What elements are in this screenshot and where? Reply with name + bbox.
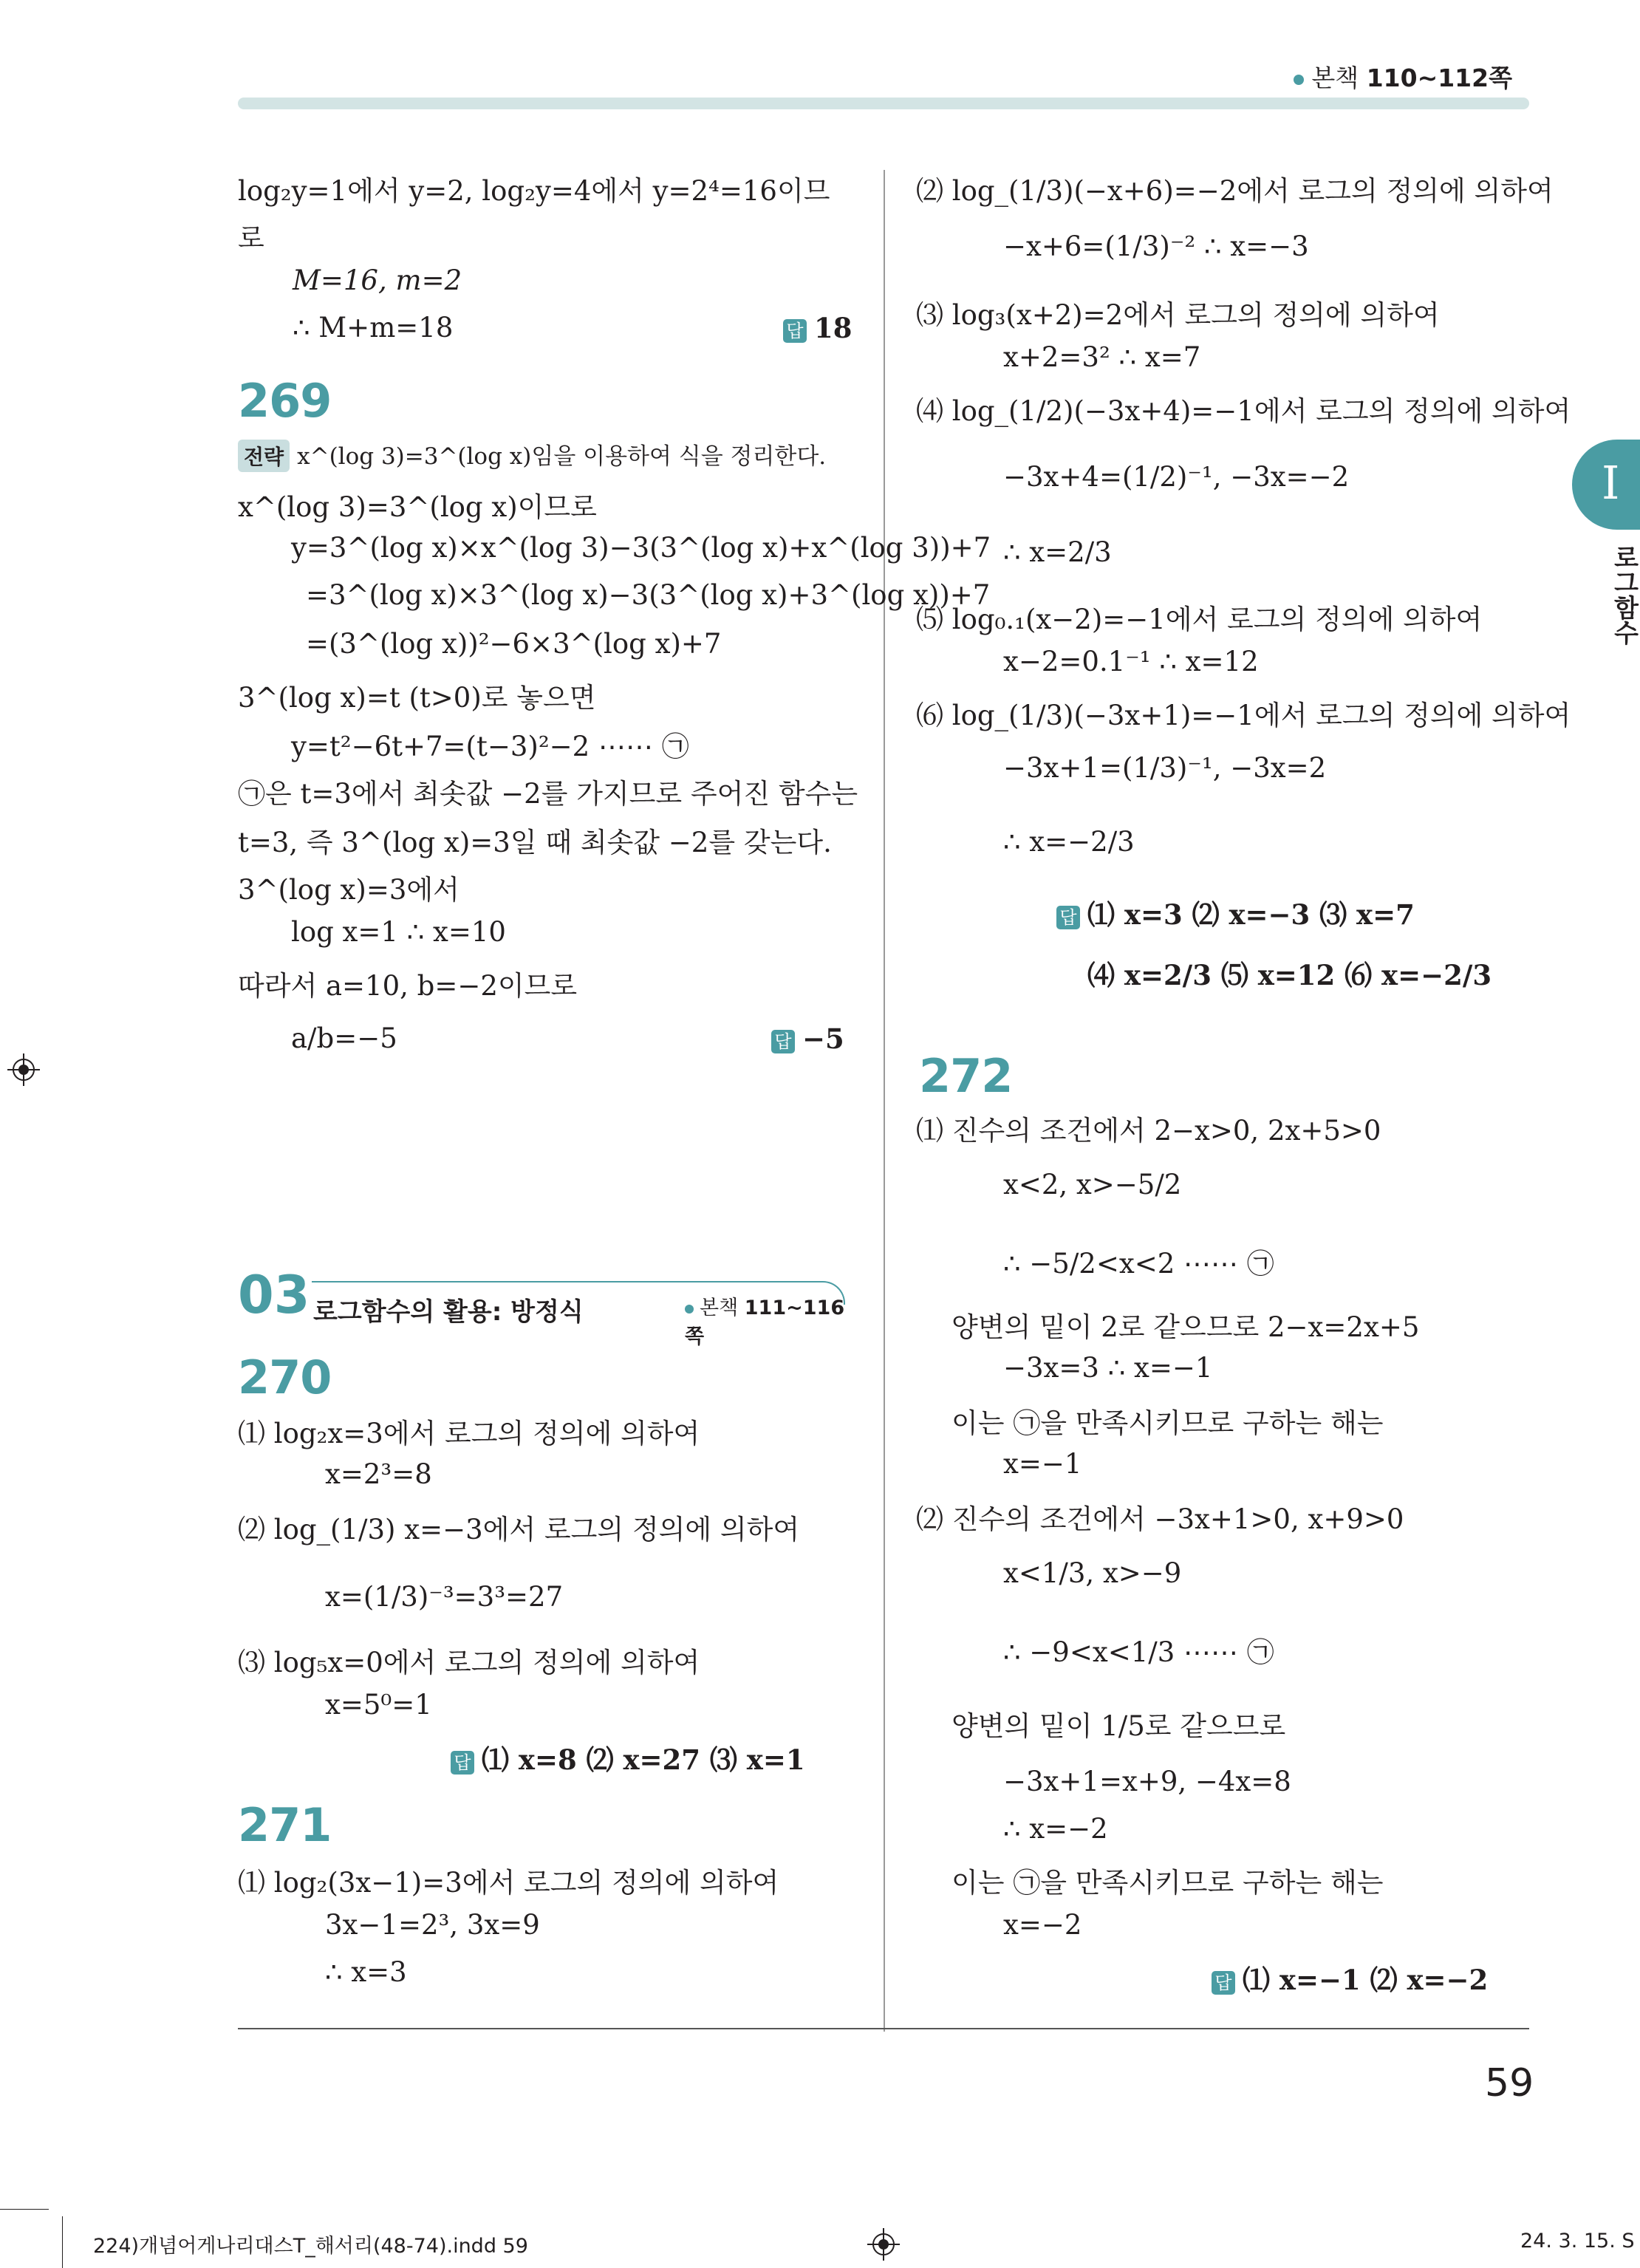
right-column — [916, 0, 1571, 2024]
chapter-label: 로그함수 — [1609, 544, 1639, 645]
registration-mark-icon — [7, 1053, 40, 1086]
text-line: ∴ M+m=18 — [293, 312, 454, 344]
text-line: y=3^(log x)×x^(log 3)−3(3^(log x)+x^(log 3))+7 — [291, 532, 991, 564]
text-line: x<1/3, x>−9 — [1003, 1557, 1182, 1589]
text-line: ∴ −5/2<x<2 ⋯⋯ ㉠ — [1003, 1248, 1274, 1280]
text-line: ㉠은 t=3에서 최솟값 −2를 가지므로 주어진 함수는 — [238, 778, 858, 810]
text-line: 이는 ㉠을 만족시키므로 구하는 해는 — [951, 1867, 1384, 1899]
answer-272: 답 ⑴ x=−1 ⑵ x=−2 — [1212, 1958, 1488, 1998]
text-line: ⑶ log₅x=0에서 로그의 정의에 의하여 — [238, 1647, 700, 1678]
answer-271: 답 ⑴ x=3 ⑵ x=−3 ⑶ x=7 — [1056, 892, 1415, 932]
footer-date: 24. 3. 15. S — [1520, 2230, 1635, 2252]
text-line: 양변의 밑이 1/5로 같으므로 — [951, 1710, 1286, 1742]
text-line: ⑴ log₂(3x−1)=3에서 로그의 정의에 의하여 — [238, 1867, 779, 1899]
problem-number-272: 272 — [919, 1049, 1013, 1103]
text-line: log₂y=1에서 y=2, log₂y=4에서 y=2⁴=16이므 — [238, 175, 830, 207]
text-line: log x=1 ∴ x=10 — [291, 916, 506, 948]
text-line: y=t²−6t+7=(t−3)²−2 ⋯⋯ ㉠ — [291, 731, 689, 762]
crop-mark — [62, 2216, 63, 2268]
text-line: t=3, 즉 3^(log x)=3일 때 최솟값 −2를 갖는다. — [238, 827, 832, 858]
text-line: x=5⁰=1 — [325, 1689, 432, 1721]
text-line: −3x+1=(1/3)⁻¹, −3x=2 — [1003, 752, 1327, 784]
text-line: x=−1 — [1003, 1448, 1082, 1480]
answer-icon: 답 — [771, 1030, 795, 1053]
problem-number-271: 271 — [238, 1798, 332, 1852]
text-line: 따라서 a=10, b=−2이므로 — [238, 970, 578, 1002]
text-line: ∴ x=2/3 — [1003, 536, 1112, 568]
answer-268: 답 18 — [783, 312, 853, 344]
text-line: x=−2 — [1003, 1909, 1082, 1941]
text-line: ⑹ log_(1/3)(−3x+1)=−1에서 로그의 정의에 의하여 — [916, 700, 1571, 731]
footer-file-info: 224)개념어게나리대스T_해서리(48-74).indd 59 — [93, 2235, 528, 2258]
text-line: 3^(log x)=3에서 — [238, 874, 459, 906]
answer-icon: 답 — [1056, 906, 1080, 929]
page-reference: 본책 110~112쪽 — [1294, 59, 1512, 94]
text-line: 로 — [238, 222, 264, 254]
text-line: 양변의 밑이 2로 같으므로 2−x=2x+5 — [951, 1311, 1420, 1343]
text-line: ⑸ log₀.₁(x−2)=−1에서 로그의 정의에 의하여 — [916, 604, 1483, 635]
text-line: 3^(log x)=t (t>0)로 놓으면 — [238, 682, 596, 714]
text-line: x+2=3² ∴ x=7 — [1003, 341, 1201, 373]
text-line: −3x+4=(1/2)⁻¹, −3x=−2 — [1003, 461, 1350, 493]
text-line: x^(log 3)=3^(log x)이므로 — [238, 491, 597, 523]
section-title: 로그함수의 활용: 방정식 — [313, 1297, 584, 1327]
text-line: x<2, x>−5/2 — [1003, 1169, 1182, 1200]
text-line: ⑴ 진수의 조건에서 2−x>0, 2x+5>0 — [916, 1115, 1381, 1147]
text-line: ∴ x=3 — [325, 1956, 407, 1988]
answer-icon: 답 — [783, 319, 807, 343]
text-line: ⑶ log₃(x+2)=2에서 로그의 정의에 의하여 — [916, 299, 1440, 331]
answer-icon: 답 — [1212, 1971, 1235, 1995]
answer-271-cont: ⑷ x=2/3 ⑸ x=12 ⑹ x=−2/3 — [1087, 959, 1492, 991]
chapter-tab: I — [1572, 440, 1640, 530]
text-line: ∴ x=−2 — [1003, 1813, 1108, 1845]
text-line: =(3^(log x))²−6×3^(log x)+7 — [306, 628, 722, 660]
answer-269: 답 −5 — [771, 1022, 844, 1055]
text-line: 3x−1=2³, 3x=9 — [325, 1909, 540, 1941]
column-divider — [884, 170, 885, 2032]
text-line: x−2=0.1⁻¹ ∴ x=12 — [1003, 646, 1259, 677]
text-line: 이는 ㉠을 만족시키므로 구하는 해는 — [951, 1407, 1384, 1439]
footer-rule — [238, 2028, 1529, 2029]
text-line: −3x=3 ∴ x=−1 — [1003, 1352, 1213, 1384]
text-line: =3^(log x)×3^(log x)−3(3^(log x)+3^(log x))+7 — [306, 579, 991, 611]
page-number: 59 — [1485, 2061, 1534, 2105]
answer-icon: 답 — [451, 1751, 474, 1775]
section-reference: 본책 111~116쪽 — [685, 1297, 845, 1348]
problem-number-269: 269 — [238, 374, 332, 428]
text-line: ⑵ log_(1/3)(−x+6)=−2에서 로그의 정의에 의하여 — [916, 175, 1554, 207]
text-line: ⑴ log₂x=3에서 로그의 정의에 의하여 — [238, 1418, 700, 1449]
crop-mark — [0, 2209, 49, 2210]
text-line: ⑵ log_(1/3) x=−3에서 로그의 정의에 의하여 — [238, 1514, 800, 1545]
text-line: x=(1/3)⁻³=3³=27 — [325, 1581, 564, 1613]
section-number: 03 — [238, 1265, 310, 1325]
text-line: ∴ x=−2/3 — [1003, 826, 1135, 858]
text-line: M=16, m=2 — [293, 264, 462, 296]
problem-number-270: 270 — [238, 1350, 332, 1404]
text-line: x=2³=8 — [325, 1458, 432, 1490]
text-line: a/b=−5 — [291, 1022, 397, 1054]
strategy-tag: 전략 — [238, 440, 290, 472]
text-line: ⑵ 진수의 조건에서 −3x+1>0, x+9>0 — [916, 1503, 1404, 1535]
strategy: 전략 x^(log 3)=3^(log x)임을 이용하여 식을 정리한다. — [238, 437, 826, 472]
left-column-lower — [238, 0, 851, 2024]
text-line: −x+6=(1/3)⁻² ∴ x=−3 — [1003, 230, 1309, 262]
text-line: −3x+1=x+9, −4x=8 — [1003, 1766, 1291, 1797]
registration-mark-icon — [867, 2228, 900, 2261]
answer-270: 답 ⑴ x=8 ⑵ x=27 ⑶ x=1 — [451, 1738, 805, 1777]
text-line: ⑷ log_(1/2)(−3x+4)=−1에서 로그의 정의에 의하여 — [916, 395, 1571, 427]
text-line: ∴ −9<x<1/3 ⋯⋯ ㉠ — [1003, 1636, 1274, 1668]
